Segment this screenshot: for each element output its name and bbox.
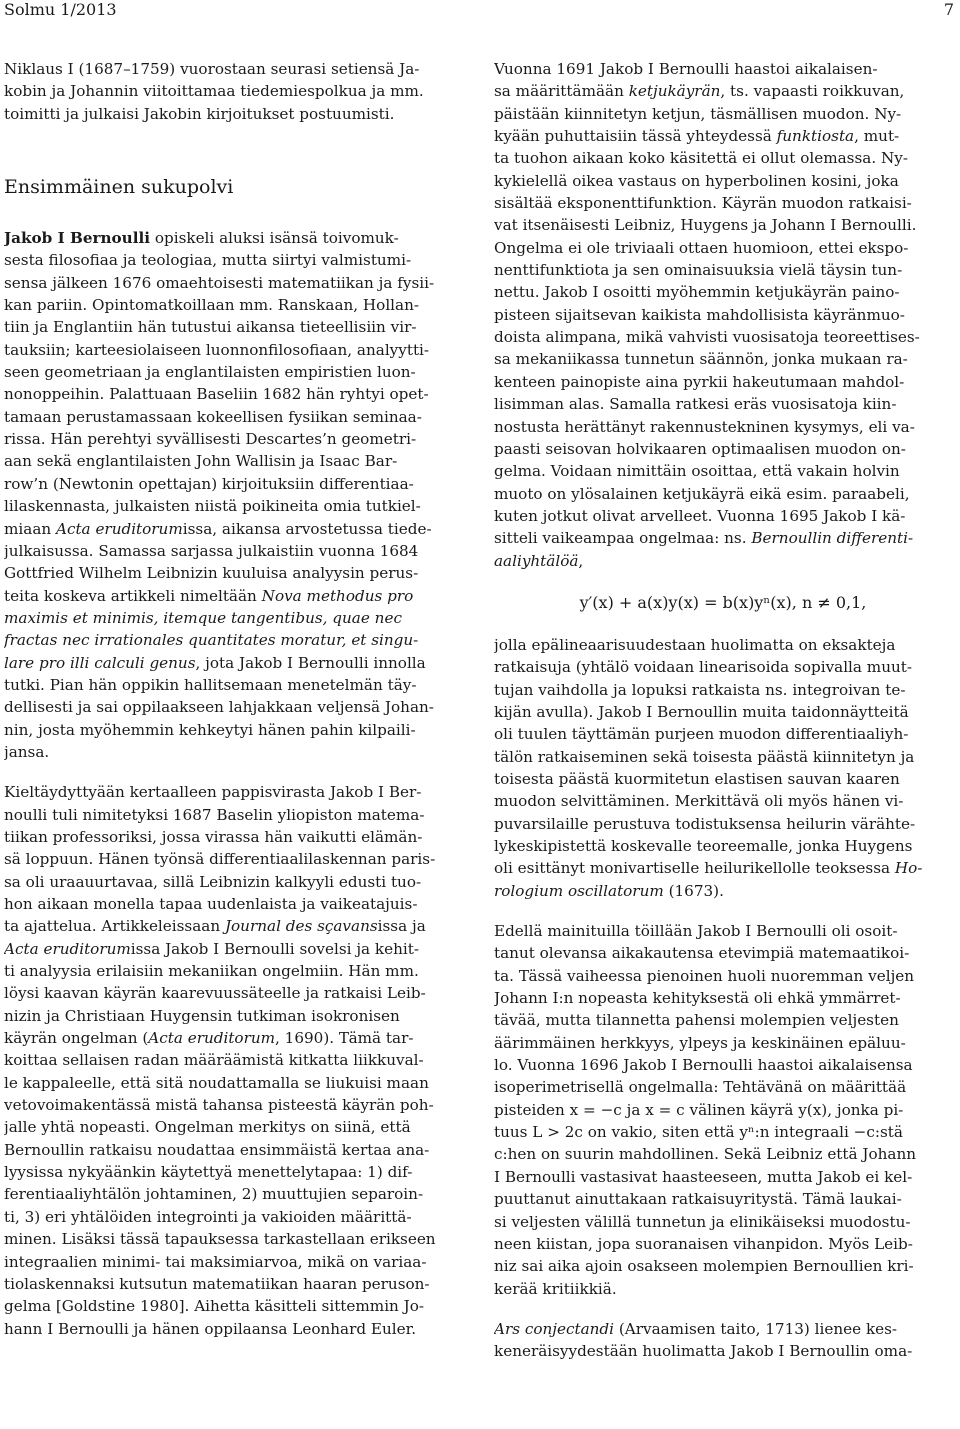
text-line [494,125,952,147]
text-line: kerää kritiikkiä. [494,1279,617,1298]
text-run: , 1690). Tämä tar- [275,1029,414,1048]
text-line: sensa jälkeen 1676 omaehtoisesti matematiikan ja fysii- [4,273,435,292]
text-run: teita koskeva artikkeli nimeltään [4,586,262,605]
text-line: tanut olevansa aikakautensa etevimpiä matemaatikoi- [494,944,910,963]
text-line: integraalien minimi- tai maksimiarvoa, mikä on variaa- [4,1252,427,1271]
text-run: , jota Jakob I Bernoulli innolla [195,653,426,672]
text-run: oli esittänyt monivartiselle heilurikellolle teoksessa [494,859,895,878]
text-line [4,652,462,674]
text-line: keneräisyydestään huolimatta Jakob I Bernoullin oma- [494,1342,913,1361]
text-line: aan sekä englantilaisten John Wallisin ja Isaac Bar- [4,452,398,471]
text-line: lo. Vuonna 1696 Jakob I Bernoulli haastoi aikalaisensa [494,1056,913,1075]
text-line [494,1318,952,1340]
text-line: Edellä mainituilla töillään Jakob I Bernoulli oli osoit- [494,922,898,941]
article-title: maximis et minimis, itemque tangentibus, quae nec [4,608,402,627]
right-column [494,58,952,1363]
text-line: doista alimpana, mikä vahvisti vuosisatoja teoreettises- [494,328,920,347]
text-line: Bernoullin ratkaisu noudattaa ensimmäistä kertaa ana- [4,1140,430,1159]
text-line: kuten jotkut olivat arvelleet. Vuonna 1695 Jakob I kä- [494,506,906,525]
text-line [4,938,462,960]
text-line: gelma [Goldstine 1980]. Aihetta käsitteli sittemmin Jo- [4,1297,425,1316]
page-number: 7 [943,0,954,19]
text-line: Ongelma ei ole triviaali ottaen huomioon, ettei ekspo- [494,238,909,257]
text-line: si veljesten välillä tunnetun ja elinikäiseksi muodostu- [494,1212,911,1231]
text-line: Niklaus I (1687–1759) vuorostaan seurasi setiensä Ja- [4,60,420,78]
text-line: niz sai aika ajoin osakseen molempien Bernoullien kri- [494,1257,914,1276]
term: funktiosta [776,127,855,146]
term: Bernoullin differenti- [751,529,914,548]
text-line: Vuonna 1691 Jakob I Bernoulli haastoi aikalaisen- [494,60,878,78]
text-run: miaan [4,519,56,538]
text-line: sesta filosofiaa ja teologiaa, mutta siirtyi valmistumi- [4,251,412,270]
text-line: hon aikaan monella tapaa uudenlaista ja vaikeatajuis- [4,895,418,913]
text-line [4,629,462,651]
text-line [4,1027,462,1049]
term: aaliyhtälöä [494,551,579,570]
text-line: tuus L > 2c on vakio, siten että yⁿ:n integraali −c:stä [494,1123,903,1142]
text-line: nizin ja Christiaan Huygensin tutkiman isokronisen [4,1006,400,1025]
text-run: opiskeli aluksi isänsä toivomuk- [150,229,399,248]
text-line: tutki. Pian hän oppikin hallitsemaan menetelmän täy- [4,675,417,694]
book-title: Ars conjectandi [494,1319,615,1338]
journal-title: Journal des sçavans [224,917,378,936]
text-line: löysi kaavan käyrän kaarevuussäteelle ja ratkaisi Leib- [4,984,426,1003]
text-line [494,857,952,879]
journal-title: Acta eruditorum [55,519,183,538]
text-line [4,607,462,629]
text-line: lyysissa nykyäänkin käytettyä menettelytapaa: 1) dif- [4,1163,413,1182]
text-line: gelma. Voidaan nimittäin osoittaa, että vakain holvin [494,462,900,481]
text-line: neen kiistan, jopa suoranaisen vihanpidon. Myös Leib- [494,1234,913,1253]
text-line: lisimman alas. Samalla ratkesi eräs vuosisatoja kiin- [494,395,897,414]
text-line: sa oli uraauurtavaa, sillä Leibnizin kalkyyli edusti tuo- [4,872,422,891]
text-line [4,915,462,937]
text-run: issa Jakob I Bernoulli sovelsi ja kehit- [130,939,419,958]
text-line: puvarsilaille perustuva todistuksensa heilurin värähte- [494,814,916,833]
text-line: ti analyysia erilaisiin mekaniikan ongelmiin. Hän mm. [4,962,419,981]
text-run: ta ajattelua. Artikkeleissaan [4,917,225,936]
text-line: I Bernoulli vastasivat haasteeseen, mutta Jakob ei kel- [494,1167,913,1186]
text-line [494,527,952,549]
text-line: nenttifunktiota ja sen ominaisuuksia vielä täysin tun- [494,261,903,280]
journal-issue: Solmu 1/2013 [4,0,117,19]
term: ketjukäyrän [628,82,721,101]
text-line: tiolaskennaksi kutsutun matematiikan haaran peruson- [4,1274,430,1293]
text-line [4,585,462,607]
text-line [494,550,952,572]
text-line [4,518,462,540]
bold-name: Jakob I Bernoulli [4,229,151,248]
text-line: paasti seisovan holvikaaren optimaalisen muodon on- [494,439,906,458]
text-line: ferentiaaliyhtälön johtaminen, 2) muuttujien separoin- [4,1185,424,1204]
text-line: dellisesti ja sai oppilaakseen lahjakkaan veljensä Johan- [4,698,434,717]
text-line: kenteen painopiste aina pyrkii hakeutumaan mahdol- [494,372,905,391]
text-line: sisältää eksponenttifunktion. Käyrän muodon ratkaisi- [494,194,912,213]
text-line: muodon selvittäminen. Merkittävä oli myös hänen vi- [494,792,904,811]
section-heading: Ensimmäinen sukupolvi [4,176,234,199]
text-line: oli tuulen täyttämän purjeen muodon differentiaaliyh- [494,725,909,744]
text-line: nin, josta myöhemmin kehkeytyi hänen pahin kilpaili- [4,720,416,739]
text-run: (Arvaamisen taito, 1713) lienee kes- [614,1319,898,1338]
book-title: Ho- [894,859,923,878]
text-run: (1673). [663,881,724,900]
text-run: , mut- [854,127,900,146]
text-line: kijän avulla). Jakob I Bernoullin muita taidonnäytteitä [494,702,909,721]
text-line [4,227,462,249]
text-line: nettu. Jakob I osoitti myöhemmin ketjukäyrän paino- [494,283,900,302]
text-line: lilaskennasta, julkaisten niistä poikineita omia tutkiel- [4,497,421,516]
text-line: isoperimetrisellä ongelmalla: Tehtävänä on määrittää [494,1078,907,1097]
text-line: vat itsenäisesti Leibniz, Huygens ja Johann I Bernoulli. [494,216,917,235]
text-run: , ts. vapaasti roikkuvan, [720,82,905,101]
article-title: lare pro illi calculi genus [4,653,196,672]
text-line: tamaan perustamassaan kokeellisen fysiikan seminaa- [4,407,422,426]
text-run: issa, aikansa arvostetussa tiede- [182,519,432,538]
text-run: sitteli vaikeampaa ongelmaa: ns. [494,529,752,548]
text-line: row’n (Newtonin opettajan) kirjoituksiin differentiaa- [4,474,414,493]
text-run: kyään puhuttaisiin tässä yhteydessä [494,127,777,146]
text-run: , [578,551,584,570]
text-line: puuttanut ainuttakaan ratkaisuyritystä. Tämä laukai- [494,1190,902,1209]
text-line: vetovoimakentässä mistä tahansa pisteestä käyrän poh- [4,1096,434,1115]
journal-title: Acta eruditorum [148,1029,276,1048]
text-line: päistään kiinnitetyn ketjun, täsmällisen muodon. Ny- [494,104,902,123]
book-title: rologium oscillatorum [494,881,664,900]
text-line: rissa. Hän perehtyi syvällisesti Descartes’n geometri- [4,430,417,449]
running-head [4,0,956,22]
text-line: ti, 3) eri yhtälöiden integrointi ja vakioiden määrittä- [4,1207,412,1226]
text-line: kan pariin. Opintomatkoillaan mm. Ranskaan, Hollan- [4,296,420,315]
text-run: issa ja [377,917,426,936]
text-line: muoto on ylösalainen ketjukäyrä eikä esim. paraabeli, [494,484,910,503]
text-line: tauksiin; karteesiolaiseen luonnonfilosofiaan, analyytti- [4,340,430,359]
text-line: pisteiden x = −c ja x = c välinen käyrä y(x), jonka pi- [494,1100,904,1119]
text-line [494,80,952,102]
text-line: tävää, mutta tilannetta pahensi molempien veljesten [494,1011,899,1030]
text-line: tujan vaihdolla ja lopuksi ratkaista ns. integroivan te- [494,680,906,699]
text-line: koittaa sellaisen radan määräämistä kitkatta liikkuval- [4,1051,424,1070]
text-run: sa määrittämään [494,82,629,101]
text-line: tiikan professoriksi, jossa virassa hän vaikutti elämän- [4,827,423,846]
text-line: ta tuohon aikaan koko käsitettä ei ollut olemassa. Ny- [494,149,908,168]
text-line: seen geometriaan ja englantilaisten empiristien luon- [4,363,416,382]
text-line [494,880,952,902]
text-line: ta. Tässä vaiheessa pienoinen huoli nuoremman veljen [494,966,915,985]
text-line: kobin ja Johannin viitoittamaa tiedemiespolkua ja mm. [4,82,424,101]
article-title: fractas nec irrationales quantitates moratur, et singu- [4,631,419,650]
text-line: tälön ratkaiseminen sekä toisesta päästä kiinnitetyn ja [494,747,915,766]
text-line: kykielellä oikea vastaus on hyperbolinen kosini, joka [494,171,899,190]
text-line: toisesta päästä kuormitetun elastisen sauvan kaaren [494,769,900,788]
text-line: sä loppuun. Hänen työnsä differentiaalilaskennan paris- [4,850,436,869]
journal-title: Acta eruditorum [4,939,131,958]
text-line: jansa. [4,742,50,761]
text-line: minen. Lisäksi tässä tapauksessa tarkastellaan erikseen [4,1230,436,1249]
text-line: Kieltäydyttyään kertaalleen pappisvirasta Jakob I Ber- [4,783,422,802]
text-line: jalle yhtä nopeasti. Ongelman merkitys on siinä, että [4,1118,411,1137]
text-line: c:hen on suurin mahdollinen. Sekä Leibniz että Johann [494,1145,917,1164]
text-line: toimitti ja julkaisi Jakobin kirjoitukset postuumisti. [4,104,395,123]
text-line: julkaisussa. Samassa sarjassa julkaistiin vuonna 1684 [4,541,419,560]
text-line: le kappaleelle, että sitä noudattamalla se liukuisi maan [4,1073,429,1092]
article-title: Nova methodus pro [261,586,414,605]
text-line: hann I Bernoulli ja hänen oppilaansa Leonhard Euler. [4,1319,417,1338]
left-column [4,58,462,1340]
text-line: jolla epälineaarisuudestaan huolimatta on eksakteja [494,635,896,654]
text-line: sa mekaniikassa tunnetun säännön, jonka mukaan ra- [494,350,908,369]
bernoulli-equation: y′(x) + a(x)y(x) = b(x)yⁿ(x), n ≠ 0,1, [579,592,867,612]
text-line: noulli tuli nimitetyksi 1687 Baselin yliopiston matema- [4,805,425,824]
text-line: nostusta herättänyt rakennustekninen kysymys, eli va- [494,417,915,436]
text-line: lykeskipistettä koskevalle teoreemalle, jonka Huygens [494,837,913,855]
text-line: pisteen sijaitsevan kaikista mahdollisista käyränmuo- [494,305,905,324]
text-line: äärimmäinen herkkyys, ylpeys ja keskinäinen epäluu- [494,1033,906,1052]
text-line: ratkaisuja (yhtälö voidaan linearisoida sopivalla muut- [494,658,912,677]
text-run: käyrän ongelman ( [4,1029,149,1048]
text-line: Johann I:n nopeasta kehityksestä oli ehkä ymmärret- [494,989,901,1008]
text-line: Gottfried Wilhelm Leibnizin kuuluisa analyysin perus- [4,564,419,583]
text-line: nonoppeihin. Palattuaan Baseliin 1682 hän ryhtyi opet- [4,385,429,404]
text-line: tiin ja Englantiin hän tutustui aikansa tieteellisiin vir- [4,318,417,337]
